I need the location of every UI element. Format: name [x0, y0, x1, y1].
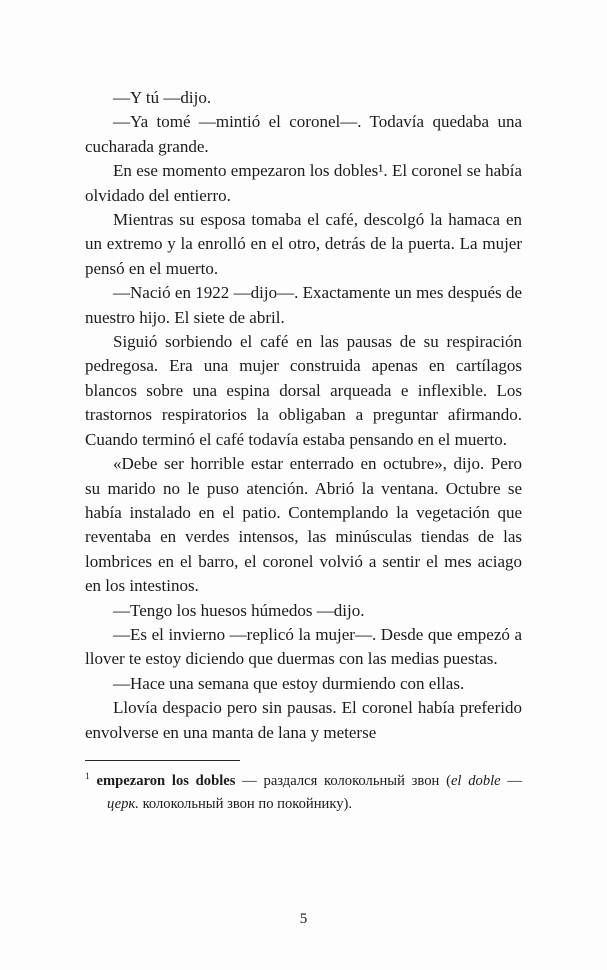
paragraph: En ese momento empezaron los dobles¹. El coronel se había olvidado del entierro. — [85, 161, 522, 205]
footnote-segment: — — [500, 772, 523, 789]
paragraph: Siguió sorbiendo el café en las pausas de su respiración pedregosa. Era una mujer construida apenas en cartílagos blancos sobre una espina dorsal arqueada e inflexible. Los trastornos respiratorios la obligaban a preguntar afirmando. Cuando terminó el café todavía estaba pensando en el muerto. — [85, 332, 522, 449]
footnote-segment: колокольный звон по покойнику). — [138, 795, 353, 812]
paragraph: —Ya tomé —mintió el coronel—. Todavía quedaba una cucharada grande. — [85, 112, 522, 156]
paragraph: Llovía despacio pero sin pausas. El coronel había preferido envolverse en una manta de lana y meterse — [85, 698, 522, 742]
body-text — [85, 86, 522, 745]
footnote-segment: el doble — [450, 772, 501, 789]
footnote-segment: — раздался колокольный звон ( — [235, 772, 451, 789]
paragraph: «Debe ser horrible estar enterrado en octubre», dijo. Pero su marido no le puso atención. Abrió la ventana. Octubre se había instalado en el patio. Contemplando la vegetación que reventaba en verdes intensos, las minúsculas tiendas de las lombrices en el barro, el coronel volvió a sentir el mes aciago en los intestinos. — [85, 454, 522, 596]
footnote-segment: empezaron los dobles — [96, 772, 236, 789]
paragraph: Mientras su esposa tomaba el café, descolgó la hamaca en un extremo y la enrolló en el otro, detrás de la puerta. La mujer pensó en el muerto. — [85, 210, 522, 278]
footnote-segment: церк. — [107, 795, 139, 812]
footnote-marker: 1 — [85, 772, 90, 783]
paragraph: —Nació en 1922 —dijo—. Exactamente un mes después de nuestro hijo. El siete de abril. — [85, 283, 522, 327]
paragraph: —Tengo los huesos húmedos —dijo. — [113, 600, 365, 620]
page-number: 5 — [299, 911, 308, 927]
footnote — [85, 770, 522, 816]
footnote-segment — [90, 773, 97, 789]
paragraph: —Y tú —dijo. — [113, 88, 212, 107]
paragraph: —Hace una semana que estoy durmiendo con ellas. — [113, 673, 465, 693]
footnote-divider — [85, 760, 240, 761]
paragraph: —Es el invierno —replicó la mujer—. Desde que empezó a llover te estoy diciendo que duermas con las medias puestas. — [85, 624, 522, 669]
